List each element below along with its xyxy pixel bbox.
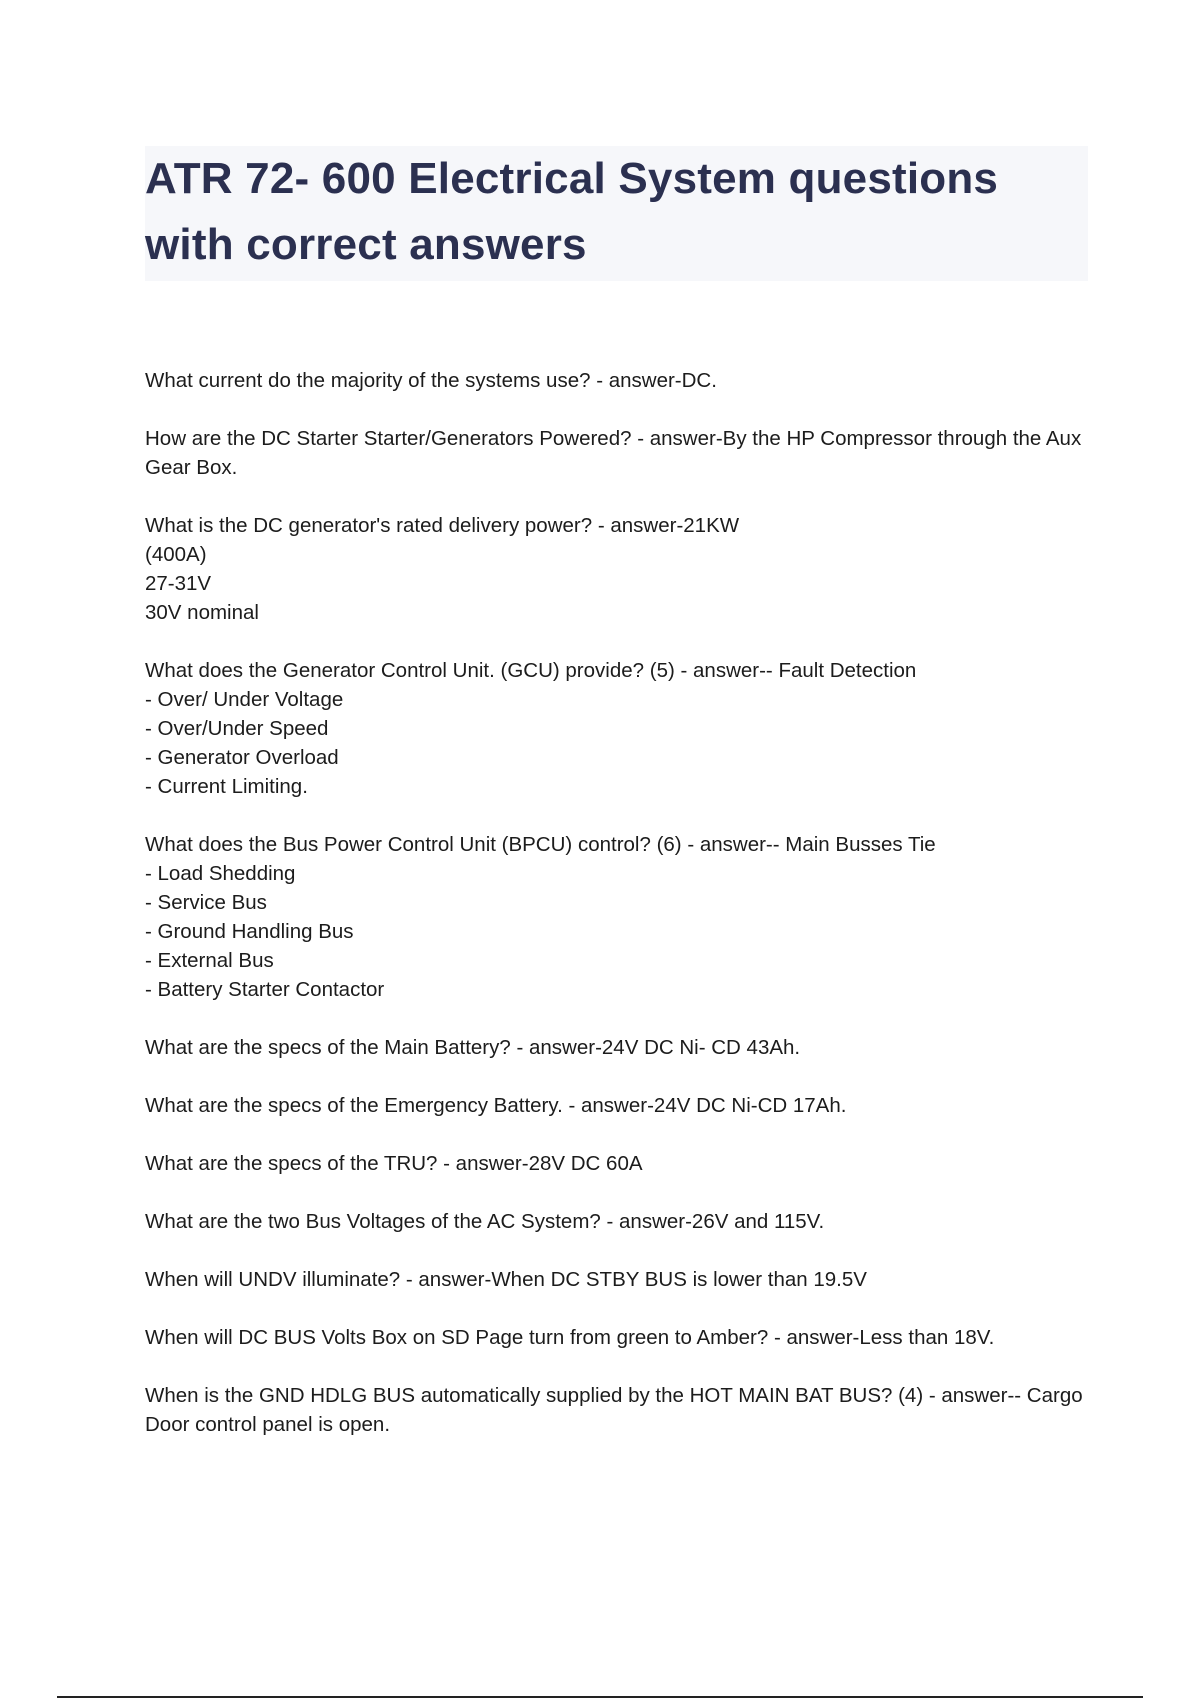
qa-question-line: What does the Bus Power Control Unit (BPCU) control? (6) - answer-- Main Busses Tie: [145, 833, 936, 856]
qa-item: [145, 830, 1085, 1004]
qa-answer-line: (400A): [145, 543, 207, 566]
document-title: ATR 72- 600 Electrical System questions with correct answers: [145, 154, 999, 269]
qa-question-line: How are the DC Starter Starter/Generators Powered? - answer-By the HP Compressor through the Aux Gear Box.: [145, 427, 1082, 479]
qa-question-line: What are the two Bus Voltages of the AC System? - answer-26V and 115V.: [145, 1210, 825, 1233]
qa-item: [145, 1033, 1085, 1062]
qa-answer-line: - Load Shedding: [145, 862, 296, 885]
qa-answer-line: - Over/Under Speed: [145, 717, 329, 740]
qa-answer-line: - Over/ Under Voltage: [145, 688, 344, 711]
qa-question-line: What are the specs of the Emergency Battery. - answer-24V DC Ni-CD 17Ah.: [145, 1094, 847, 1117]
qa-item: [145, 656, 1085, 801]
qa-answer-line: - Battery Starter Contactor: [145, 978, 385, 1001]
qa-question-line: What is the DC generator's rated delivery power? - answer-21KW: [145, 514, 740, 537]
qa-question-line: When will DC BUS Volts Box on SD Page turn from green to Amber? - answer-Less than 18V.: [145, 1326, 995, 1349]
title-banner: [145, 146, 1088, 281]
qa-item: [145, 1265, 1085, 1294]
qa-answer-line: - Ground Handling Bus: [145, 920, 354, 943]
qa-item: [145, 511, 1085, 627]
qa-item: [145, 366, 1085, 395]
qa-question-line: What does the Generator Control Unit. (GCU) provide? (5) - answer-- Fault Detection: [145, 659, 917, 682]
qa-answer-line: 30V nominal: [145, 601, 259, 624]
footer-divider: [57, 1696, 1143, 1698]
qa-answer-line: - External Bus: [145, 949, 274, 972]
qa-question-line: What are the specs of the Main Battery? - answer-24V DC Ni- CD 43Ah.: [145, 1036, 801, 1059]
qa-answer-line: - Service Bus: [145, 891, 267, 914]
qa-list: [145, 366, 1085, 1468]
qa-item: [145, 1207, 1085, 1236]
qa-question-line: When will UNDV illuminate? - answer-When DC STBY BUS is lower than 19.5V: [145, 1268, 867, 1291]
qa-item: [145, 1149, 1085, 1178]
qa-question-line: What current do the majority of the systems use? - answer-DC.: [145, 369, 717, 392]
qa-item: [145, 1381, 1085, 1439]
qa-answer-line: - Generator Overload: [145, 746, 339, 769]
qa-question-line: What are the specs of the TRU? - answer-28V DC 60A: [145, 1152, 643, 1175]
qa-item: [145, 1323, 1085, 1352]
qa-item: [145, 1091, 1085, 1120]
qa-answer-line: 27-31V: [145, 572, 212, 595]
qa-item: [145, 424, 1085, 482]
qa-answer-line: - Current Limiting.: [145, 775, 308, 798]
qa-question-line: When is the GND HDLG BUS automatically supplied by the HOT MAIN BAT BUS? (4) - answer-- Cargo Door control panel is open.: [145, 1384, 1083, 1436]
